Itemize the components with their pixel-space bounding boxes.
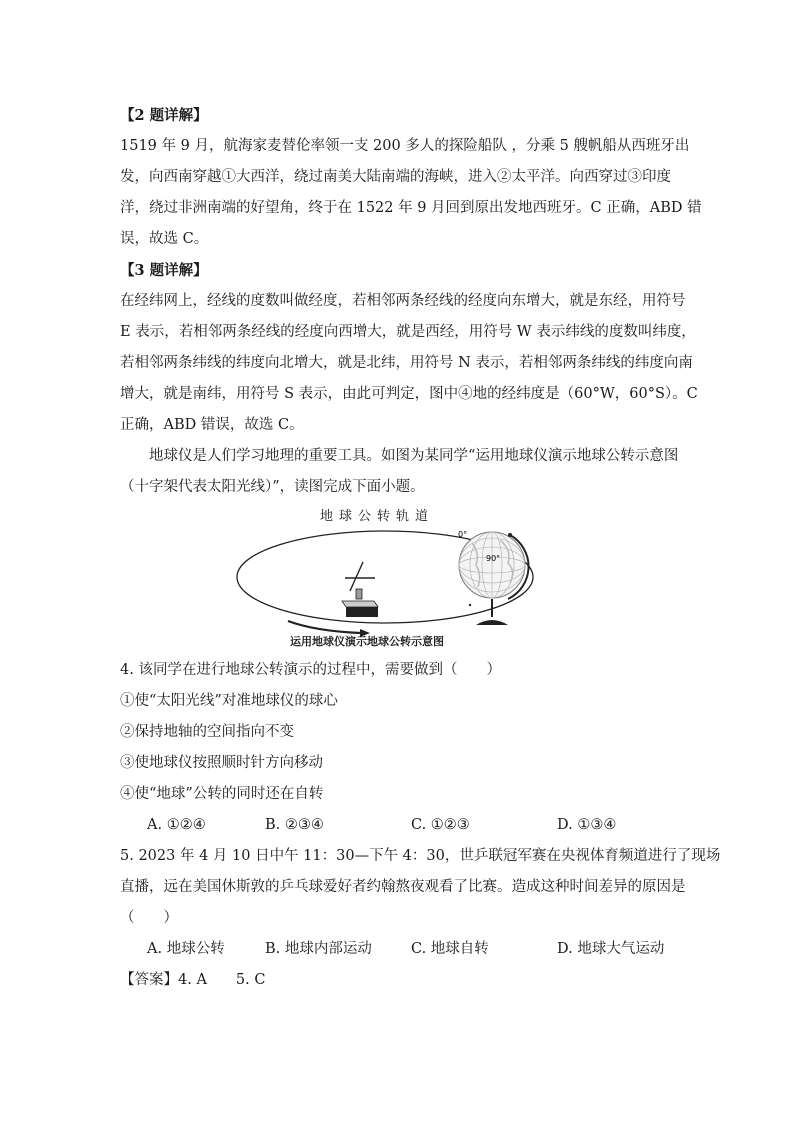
- q2-line: 误，故选 C。: [120, 231, 209, 247]
- q3-line: E 表示，若相邻两条经线的经度向西增大，就是西经，用符号 W 表示纬线的度数叫纬度，: [120, 324, 696, 340]
- label-90-degree: 90°: [486, 554, 501, 563]
- q5-option-c[interactable]: C. 地球自转: [411, 941, 489, 957]
- q3-line: 增大，就是南纬，用符号 S 表示，由此可判定，图中④地的经纬度是（60°W，60°S）。C: [120, 386, 698, 402]
- q4-option-d[interactable]: D. ①③④: [557, 817, 617, 833]
- label-0-degree: 0°: [458, 530, 468, 539]
- figure-title: 地球公转轨道: [320, 509, 435, 524]
- q3-line: 在经纬网上，经线的度数叫做经度，若相邻两条经线的经度向东增大，就是东经，用符号: [120, 293, 686, 309]
- q3-line: 正确，ABD 错误，故选 C。: [120, 417, 304, 433]
- q2-heading: 【2 题详解】: [120, 107, 208, 124]
- document-page: [120, 100, 721, 996]
- q4-statement: ①使“太阳光线”对准地球仪的球心: [120, 693, 338, 709]
- q5-stem: 直播，远在美国休斯敦的乒乓球爱好者约翰熬夜观看了比赛。造成这种时间差异的原因是: [120, 879, 686, 895]
- q2-line: 洋，绕过非洲南端的好望角，终于在 1522 年 9 月回到原出发地西班牙。C 正确，ABD 错: [120, 200, 702, 216]
- q2-line: 发，向西南穿越①大西洋，绕过南美大陆南端的海峡，进入②太平洋。向西穿过③印度: [120, 169, 671, 185]
- q5-stem: （ ）: [120, 910, 178, 926]
- q4-statement: ②保持地轴的空间指向不变: [120, 724, 294, 740]
- orbit-figure: [120, 505, 680, 655]
- q4-statement: ④使“地球”公转的同时还在自转: [120, 786, 324, 802]
- q3-heading: 【3 题详解】: [120, 262, 208, 279]
- q5-option-a[interactable]: A. 地球公转: [147, 941, 225, 957]
- q4-statement: ③使地球仪按照顺时针方向移动: [120, 755, 323, 771]
- q2-line: 1519 年 9 月，航海家麦替伦率领一支 200 多人的探险船队 ，分乘 5 艘帆船从西班牙出: [120, 138, 690, 154]
- q5-option-d[interactable]: D. 地球大气运动: [557, 941, 665, 957]
- q5-options: [120, 934, 680, 965]
- intro-line: 地球仪是人们学习地理的重要工具。如图为某同学“运用地球仪演示地球公转示意图: [149, 448, 679, 464]
- q5-option-b[interactable]: B. 地球内部运动: [265, 941, 372, 957]
- q4-option-c[interactable]: C. ①②③: [411, 817, 470, 833]
- q4-options: [120, 810, 680, 841]
- figure-caption: 运用地球仪演示地球公转示意图: [290, 635, 444, 648]
- q4-option-b[interactable]: B. ②③④: [265, 817, 324, 833]
- q3-line: 若相邻两条纬线的纬度向北增大，就是北纬，用符号 N 表示，若相邻两条纬线的纬度向南: [120, 355, 693, 371]
- answer-line: 【答案】4. A 5. C: [120, 972, 266, 988]
- intro-line: （十字架代表太阳光线）”，读图完成下面小题。: [120, 479, 425, 495]
- q5-stem: 5. 2023 年 4 月 10 日中午 11：30—下午 4：30，世乒联冠军赛在央视体育频道进行了现场: [120, 848, 721, 864]
- q4-stem: 4. 该同学在进行地球公转演示的过程中，需要做到（ ）: [120, 662, 501, 678]
- q4-option-a[interactable]: A. ①②④: [147, 817, 206, 833]
